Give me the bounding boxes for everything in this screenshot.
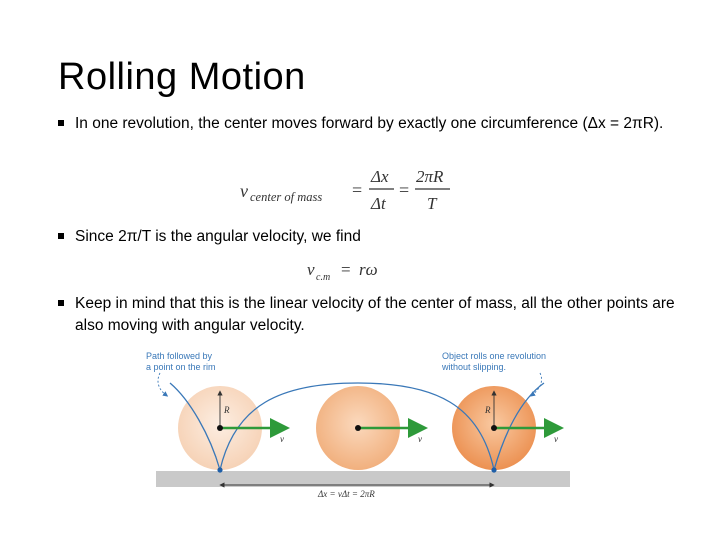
equation-center-of-mass-velocity (238, 164, 458, 221)
bullet-3-text: Keep in mind that this is the linear velocity of the center of mass, all the other points are also moving with angular velocity. (75, 295, 675, 334)
eq1-subscript: center of mass (250, 190, 323, 204)
velocity-label-middle: v (418, 434, 422, 444)
rim-point-right (491, 467, 496, 472)
annotation-path-pointer (158, 373, 166, 395)
annotation-path-line-2: a point on the rim (146, 362, 216, 372)
bullet-2-text: Since 2π/T is the angular velocity, we find (75, 228, 361, 245)
equation-1-svg (238, 164, 458, 216)
rim-point-left (217, 467, 222, 472)
eq1-equals-1: = (352, 180, 363, 200)
center-right (491, 425, 497, 431)
eq1-frac2-den: T (427, 194, 437, 213)
velocity-label-left: v (280, 434, 284, 444)
slide-title: Rolling Motion (58, 56, 306, 98)
displacement-label: Δx = vΔt = 2πR (318, 489, 375, 499)
center-left (217, 425, 223, 431)
bullet-1-text: In one revolution, the center moves forward by exactly one circumference (Δx = 2πR). (75, 115, 664, 132)
eq2-v: v (307, 260, 315, 279)
eq1-frac1-num: Δx (371, 167, 389, 186)
eq1-v: v (240, 181, 248, 201)
eq1-frac2-num: 2πR (416, 167, 444, 186)
center-middle (355, 425, 361, 431)
bullet-marker (58, 300, 64, 306)
rolling-figure-svg (140, 345, 580, 505)
bullet-marker (58, 233, 64, 239)
bullet-3 (58, 293, 678, 337)
eq1-equals-2: = (399, 180, 410, 200)
equation-vcm-r-omega (306, 258, 396, 289)
bullet-marker (58, 120, 64, 126)
bullet-2 (58, 226, 678, 248)
annotation-rolls-line-1: Object rolls one revolution (442, 351, 547, 361)
bullet-1 (58, 113, 678, 135)
eq2-equals: = (341, 260, 351, 279)
radius-label-right: R (485, 405, 491, 415)
radius-label-left: R (224, 405, 230, 415)
annotation-path-line-1: Path followed by (146, 351, 213, 361)
rolling-motion-figure (140, 345, 580, 510)
equation-2-svg (306, 258, 396, 284)
eq1-frac1-den: Δt (371, 194, 386, 213)
eq2-subscript: c.m (316, 272, 331, 283)
eq2-rhs: rω (359, 260, 378, 279)
annotation-rolls-line-2: without slipping. (442, 362, 507, 372)
velocity-label-right: v (554, 434, 558, 444)
